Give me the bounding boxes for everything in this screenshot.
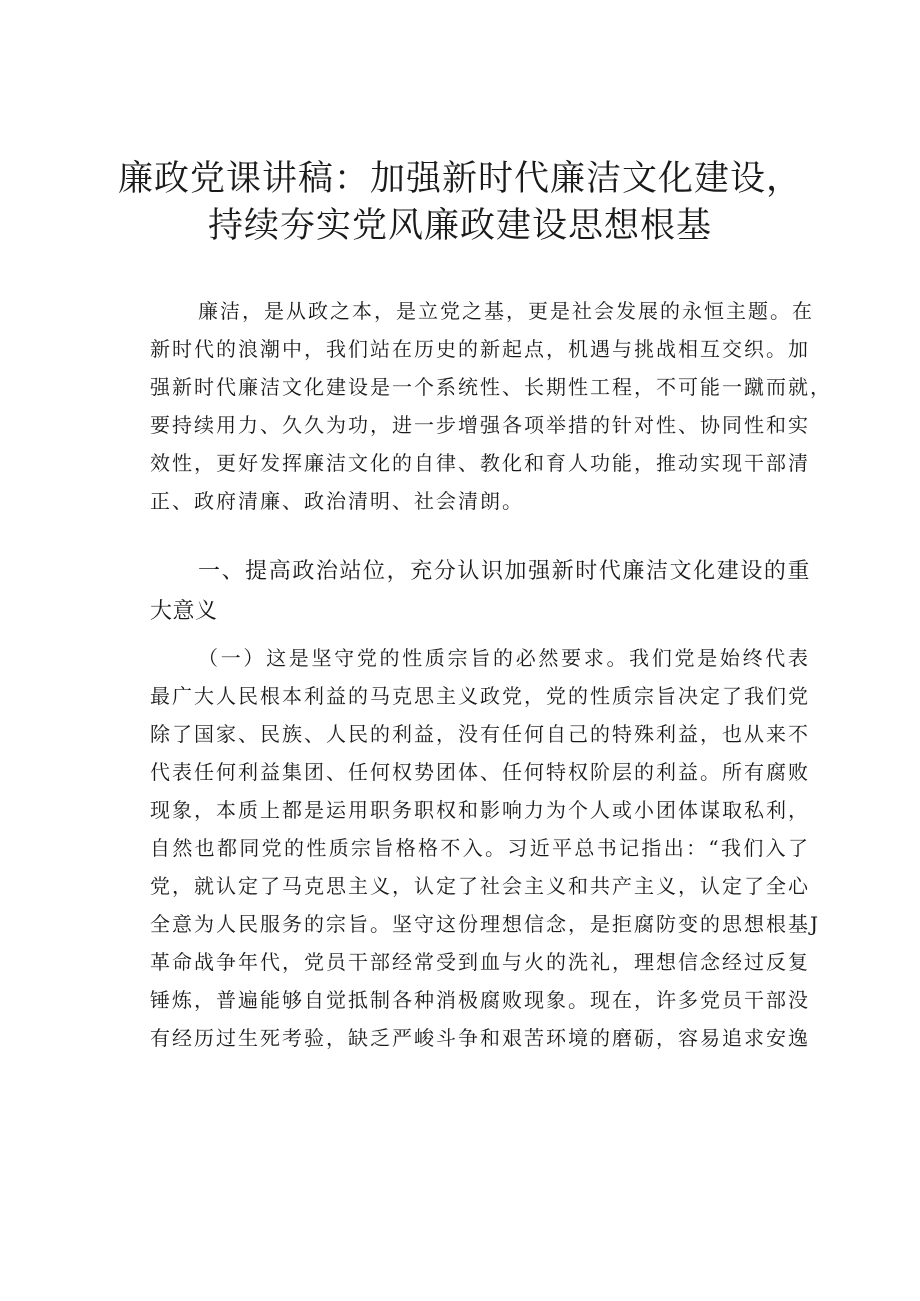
paragraph-line: 现象，本质上都是运用职务职权和影响力为个人或小团体谋取私利， (150, 798, 810, 822)
paragraph-line: 新时代的浪潮中，我们站在历史的新起点，机遇与挑战相互交织。加 (150, 337, 810, 361)
heading-line: 大意义 (150, 599, 218, 624)
paragraph-line: 革命战争年代，党员干部经常受到血与火的洗礼，理想信念经过反复 (150, 950, 810, 974)
paragraph-line: 除了国家、民族、人民的利益，没有任何自己的特殊利益，也从来不 (150, 722, 810, 746)
paragraph-line: 强新时代廉洁文化建设是一个系统性、长期性工程，不可能一蹴而就， (150, 375, 832, 399)
paragraph-line: 锤炼，普遍能够自觉抵制各种消极腐败现象。现在，许多党员干部没 (150, 988, 810, 1012)
paragraph-line: 全意为人民服务的宗旨。坚守这份理想信念，是拒腐防变的思想根基J (150, 912, 821, 936)
heading-line: 一、提高政治站位，充分认识加强新时代廉洁文化建设的重 (198, 559, 810, 584)
document-title-line-1: 廉政党课讲稿：加强新时代廉洁文化建设， (117, 159, 802, 199)
paragraph-line: 效性，更好发挥廉洁文化的自律、教化和育人功能，推动实现干部清 (150, 451, 810, 475)
paragraph-line: 党，就认定了马克思主义，认定了社会主义和共产主义，认定了全心 (150, 874, 810, 898)
paragraph-line: 正、政府清廉、政治清明、社会清朗。 (150, 489, 524, 513)
paragraph-line: 有经历过生死考验，缺乏严峻斗争和艰苦环境的磨砺，容易追求安逸 (150, 1026, 810, 1050)
paragraph-line: 最广大人民根本利益的马克思主义政党，党的性质宗旨决定了我们党 (150, 684, 810, 708)
intro-paragraph (150, 292, 832, 520)
paragraph-line: 廉洁，是从政之本，是立党之基，更是社会发展的永恒主题。在 (198, 299, 814, 323)
section-heading (150, 552, 810, 632)
paragraph-line: （一）这是坚守党的性质宗旨的必然要求。我们党是始终代表 (198, 646, 810, 670)
document-title-line-2: 持续夯实党风廉政建设思想根基 (207, 206, 712, 246)
section-paragraph (150, 639, 821, 1057)
paragraph-line: 要持续用力、久久为功，进一步增强各项举措的针对性、协同性和实 (150, 413, 810, 437)
paragraph-line: 自然也都同党的性质宗旨格格不入。习近平总书记指出：“我们入了 (150, 836, 810, 860)
paragraph-line: 代表任何利益集团、任何权势团体、任何特权阶层的利益。所有腐败 (150, 760, 810, 784)
